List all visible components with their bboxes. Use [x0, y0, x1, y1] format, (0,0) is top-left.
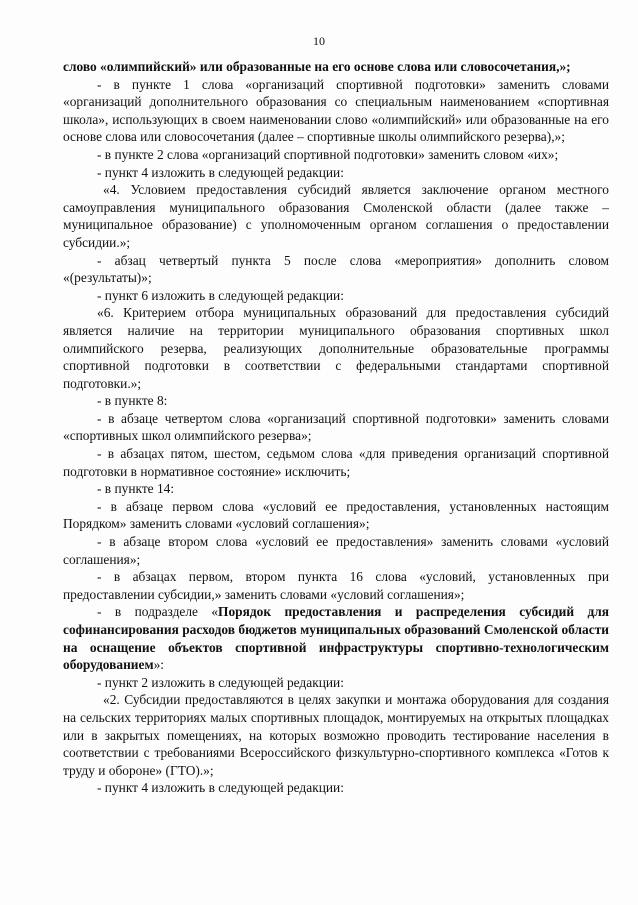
- paragraph: - пункт 2 изложить в следующей редакции:: [97, 674, 344, 690]
- paragraph: - в пункте 1 слова «организаций спортивной подготовки» заменить словами «организаций дополнительного образования со специальным наименованием «спортивная школа», использующих в своем наименовании слово «олимпийский» или образованные на его основе слова или словосочетания (далее – спортивные школы олимпийского резерва),»;: [63, 76, 609, 145]
- paragraph-subsection: [63, 603, 609, 673]
- subsection-suffix: »:: [153, 657, 165, 673]
- paragraph: - в абзаце первом слова «условий ее предоставления, установленных настоящим Порядком» заменить словами «условий соглашения»;: [63, 498, 609, 532]
- paragraph: «6. Критерием отбора муниципальных образований для предоставления субсидий является наличие на территории муниципального образования спортивных школ олимпийского резерва, реализующих дополнительные образовательные программы спортивной подготовки в соответствии с федеральными стандартами спортивной подготовки.»;: [63, 305, 609, 391]
- paragraph: - абзац четвертый пункта 5 после слова «мероприятия» дополнить словом «(результаты)»;: [63, 252, 609, 286]
- paragraph: - в пункте 8:: [97, 393, 168, 409]
- document-body: [63, 58, 609, 797]
- paragraph: - в абзаце втором слова «условий ее предоставления» заменить словами «условий соглашения»;: [63, 534, 609, 567]
- subsection-prefix: - в подразделе «: [97, 604, 219, 620]
- paragraph: - в абзацах первом, втором пункта 16 слова «условий, установленных при предоставлении субсидии,» заменить словами «условий соглашения»;: [63, 569, 609, 602]
- paragraph: - пункт 6 изложить в следующей редакции:: [97, 287, 344, 303]
- paragraph: - в абзаце четвертом слова «организаций спортивной подготовки» заменить словами «спортивных школ олимпийского резерва»;: [63, 410, 609, 444]
- paragraph: «4. Условием предоставления субсидий является заключение органом местного самоуправления муниципального образования Смоленской области (далее также – муниципальное образование) с уполномоченным органом соглашения о предоставлении субсидии.»;: [63, 182, 609, 250]
- subsection-title: Порядок предоставления и распределения субсидий для софинансирования расходов бюджетов муниципальных образований Смоленской области на оснащение объектов спортивной инфраструктуры спортивно-технологическим оборудованием: [63, 604, 609, 673]
- paragraph: - в пункте 14:: [97, 481, 175, 497]
- paragraph: слово «олимпийский» или образованные на его основе слова или словосочетания,»;: [63, 59, 571, 74]
- paragraph: «2. Субсидии предоставляются в целях закупки и монтажа оборудования для создания на сельских территориях малых спортивных площадок, монтируемых на открытых площадках или в закрытых помещениях, на которых возможно проводить тестирование населения в соответствии с требованиями Всероссийского физкультурно-спортивного комплекса «Готов к труду и обороне» (ГТО).»;: [63, 692, 609, 778]
- paragraph: - в пункте 2 слова «организаций спортивной подготовки» заменить словом «их»;: [97, 146, 559, 162]
- paragraph: - пункт 4 изложить в следующей редакции:: [97, 780, 344, 796]
- page-number: 10: [313, 34, 325, 48]
- paragraph: - в абзацах пятом, шестом, седьмом слова «для приведения организаций спортивной подготовки в нормативное состояние» исключить;: [63, 446, 609, 479]
- paragraph: - пункт 4 изложить в следующей редакции:: [97, 164, 344, 180]
